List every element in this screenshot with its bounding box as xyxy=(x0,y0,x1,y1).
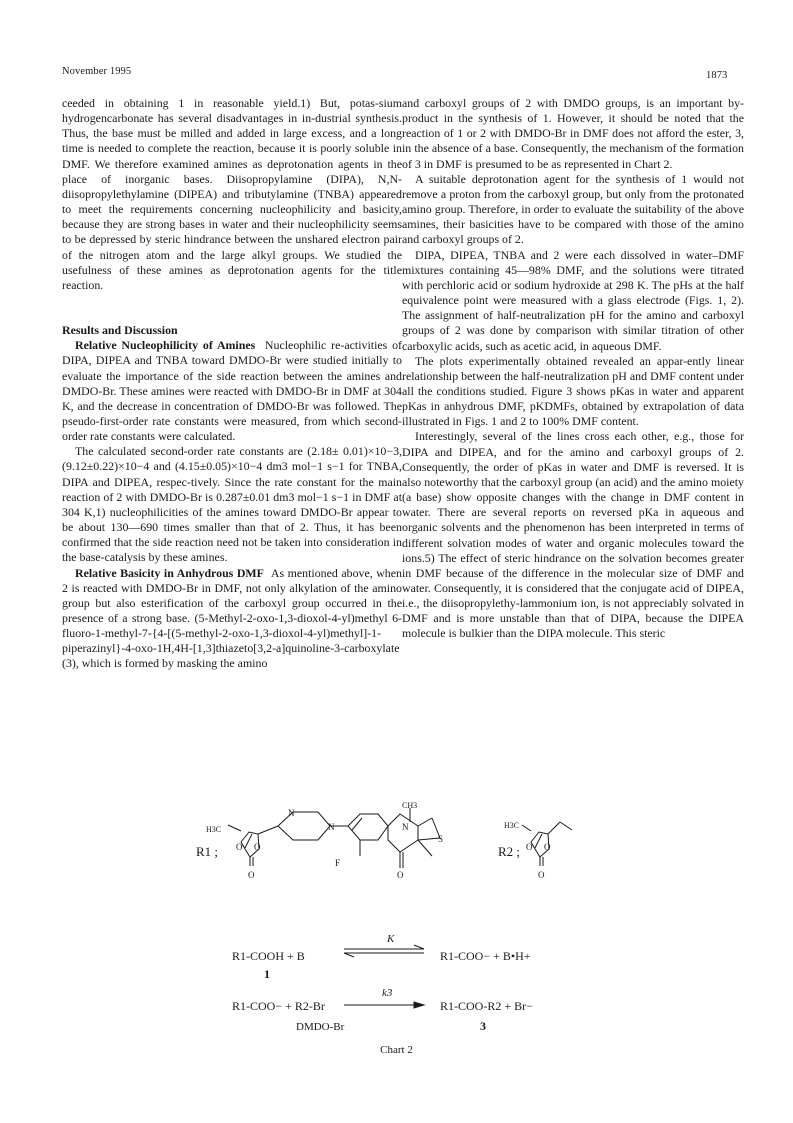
left-column xyxy=(62,96,402,672)
compound-number: 3 xyxy=(480,1019,486,1033)
paragraph: The calculated second-order rate constants are (2.18± 0.01)×10−3, (9.12±0.22)×10−4 and (4.15±0.05)×10−4 dm3 mol−1 s−1 for TNBA, DIPA and DIPEA, respec-tively. Since the rate constant for the main reaction of 2 with DMDO-Br is 0.287±0.01 dm3 mol−1 s−1 in DMF at 304 K,1) nucleophilicities of the amines toward DMDO-Br appear to be about 130—690 times smaller than that of 2. Thus, it has been confirmed that the side reaction need not be taken into consideration in the base-catalysis by these amines. xyxy=(62,444,402,565)
eq2-left: R1-COO− + R2-Br xyxy=(232,999,325,1013)
eq1-right: R1-COO− + B•H+ xyxy=(440,949,531,963)
eq1-constant: K xyxy=(387,933,395,945)
chart-2-scheme xyxy=(0,780,793,1123)
running-header-date: November 1995 xyxy=(62,66,132,77)
atom-s: S xyxy=(438,834,444,844)
equilibrium-arrow xyxy=(344,945,424,957)
paragraph: DIPA, DIPEA, TNBA and 2 were each dissolved in water–DMF mixtures containing 45—98% DMF, and the solutions were titrated with perchloric acid or sodium hydroxide at 298 K. The pHs at the half equivalence point were measured with a glass electrode (Figs. 1, 2). The assignment of half-neutralization pH for the amino and carboxyl groups of 2 was done by comparison with similar titration of other carboxylic acids, such as acetic acid, in aqueous DMF. xyxy=(402,247,744,353)
paragraph: The plots experimentally obtained revealed an appar-ently linear relationship between the half-neutralization pH and DMF content under all the conditions studied. Figure 3 shows pKas in water and apparent pKas in anhydrous DMF, pKDMFs, obtained by extrapolation of data illustrated in Figs. 1 and 2 to 100% DMF content. xyxy=(402,353,744,429)
r1-structure xyxy=(228,808,440,868)
paragraph xyxy=(62,96,402,293)
eq1-left: R1-COOH + B xyxy=(232,949,305,963)
section-title: Results and Discussion xyxy=(62,323,178,338)
atom-o: O xyxy=(544,842,551,852)
atom-n: N xyxy=(328,822,335,832)
atom-o: O xyxy=(538,870,545,880)
run-in-heading: Relative Nucleophilicity of Amines xyxy=(75,338,256,353)
paragraph: A suitable deprotonation agent for the synthesis of 1 would not remove a proton from the carboxyl group, but only from the protonated amino group. Therefore, in order to evaluate the suitability of the above amines, their basicities have to be compared with those of the amino and carboxyl groups of 2. xyxy=(402,171,744,247)
paragraph-text: Nucleophilic re-activities of DIPA, DIPEA and TNBA toward DMDO-Br were studied initially to evaluate the importance of the side reaction between the amines and DMDO-Br. These amines were reacted with DMDO-Br in DMF at 304 K, and the decrease in concentration of DMDO-Br was followed. The pseudo-first-order rate constants were measured, from which second-order rate constants were calculated. xyxy=(62,338,403,444)
methyl-label: H3C xyxy=(504,821,520,830)
paragraph: Interestingly, several of the lines cross each other, e.g., those for DIPA and DIPEA, and for the amino and carboxyl groups of 2. Consequently, the order of pKas in water and DMF is reversed. It is also noteworthy that the carboxyl group (an acid) and the amino moiety (a base) show opposite changes with the change in DMF content in water. There are several reports on reversed pKa in aqueous and organic solvents and the phenomenon has been interpreted in terms of different solvation modes of water and organic molecules toward the ions.5) The effect of steric hindrance on the solvation becomes greater in DMF because of the difference in the molecular size of DMF and water. Consequently, it is considered that the conjugate acid of DIPEA, i.e., the diisopropylethy-lammonium ion, is not appreciably solvated in DMF and is more unstable than that of DIPA, because the DIPEA molecule is bulkier than the DIPA molecule. This steric xyxy=(402,429,744,641)
atom-o: O xyxy=(526,842,533,852)
paragraph-text: As mentioned above, when 2 is reacted with DMDO-Br in DMF, not only alkylation of the amino group but also esterification of the carboxyl group occurred in the presence of a strong base. (5-Methyl-2-oxo-1,3-dioxol-4-yl)methyl 6-fluoro-1-methyl-7-{4-[(5-methyl-2-oxo-1,3-dioxol-4-yl)methyl]-1-piperazinyl}-4-oxo-1H,4H-[1,3]thiazeto[3,2-a]quinoline-3-carboxylate (3), which is formed by masking the amino xyxy=(62,565,402,671)
paragraph-text: ceeded in obtaining 1 in reasonable yield.1) But, potas-sium hydrogencarbonate has several disadvantages in in-dustrial synthesis. Thus, the base must be milled and added in large excess, and a long time is needed to complete the reaction, because it is poorly soluble in DMF. We therefore examined amines as deprotonation agents in the place of inorganic bases. Diisopropylamine (DIPA), N,N-diisopropylethylamine (DIPEA) and tributylamine (TNBA) appeared to meet the requirements concerning nucleophilicity and basicity, because they are strong bases in water and their nucleophilicity seems to be depressed by steric hindrance between the unshared electron pair of the nitrogen atom and the large alkyl groups. We studied the usefulness of these amines as deprotonation agents for the title reaction. xyxy=(62,96,402,292)
atom-o: O xyxy=(248,870,255,880)
eq2-constant: k3 xyxy=(382,987,393,999)
r1-label: R1 ; xyxy=(196,844,219,859)
reaction-arrow xyxy=(344,1002,424,1008)
paragraph: and carboxyl groups of 2 with DMDO groups, is an important by-product in the synthesis of 1. However, it should be noted that the reaction of 1 or 2 with DMDO-Br in DMF does not afford the ester, 3, in the absence of a base. Consequently, the mechanism of the formation of 3 in DMF is presumed to be as represented in Chart 2. xyxy=(402,96,744,171)
paragraph xyxy=(62,566,402,672)
chart-caption: Chart 2 xyxy=(380,1044,413,1056)
right-column xyxy=(402,96,744,642)
atom-n: N xyxy=(402,822,409,832)
methyl-label: CH3 xyxy=(402,801,418,810)
atom-o: O xyxy=(254,842,261,852)
paragraph xyxy=(62,338,402,444)
run-in-heading: Relative Basicity in Anhydrous DMF xyxy=(75,565,264,580)
atom-f: F xyxy=(335,858,341,868)
eq2-right: R1-COO-R2 + Br− xyxy=(440,999,533,1013)
r2-label: R2 ; xyxy=(498,844,521,859)
methyl-label: H3C xyxy=(206,825,222,834)
page-number: 1873 xyxy=(706,70,728,81)
atom-o: O xyxy=(236,842,243,852)
atom-o: O xyxy=(397,870,404,880)
eq2-reagent: DMDO-Br xyxy=(296,1021,345,1033)
atom-n: N xyxy=(288,808,295,818)
compound-number: 1 xyxy=(264,967,270,981)
